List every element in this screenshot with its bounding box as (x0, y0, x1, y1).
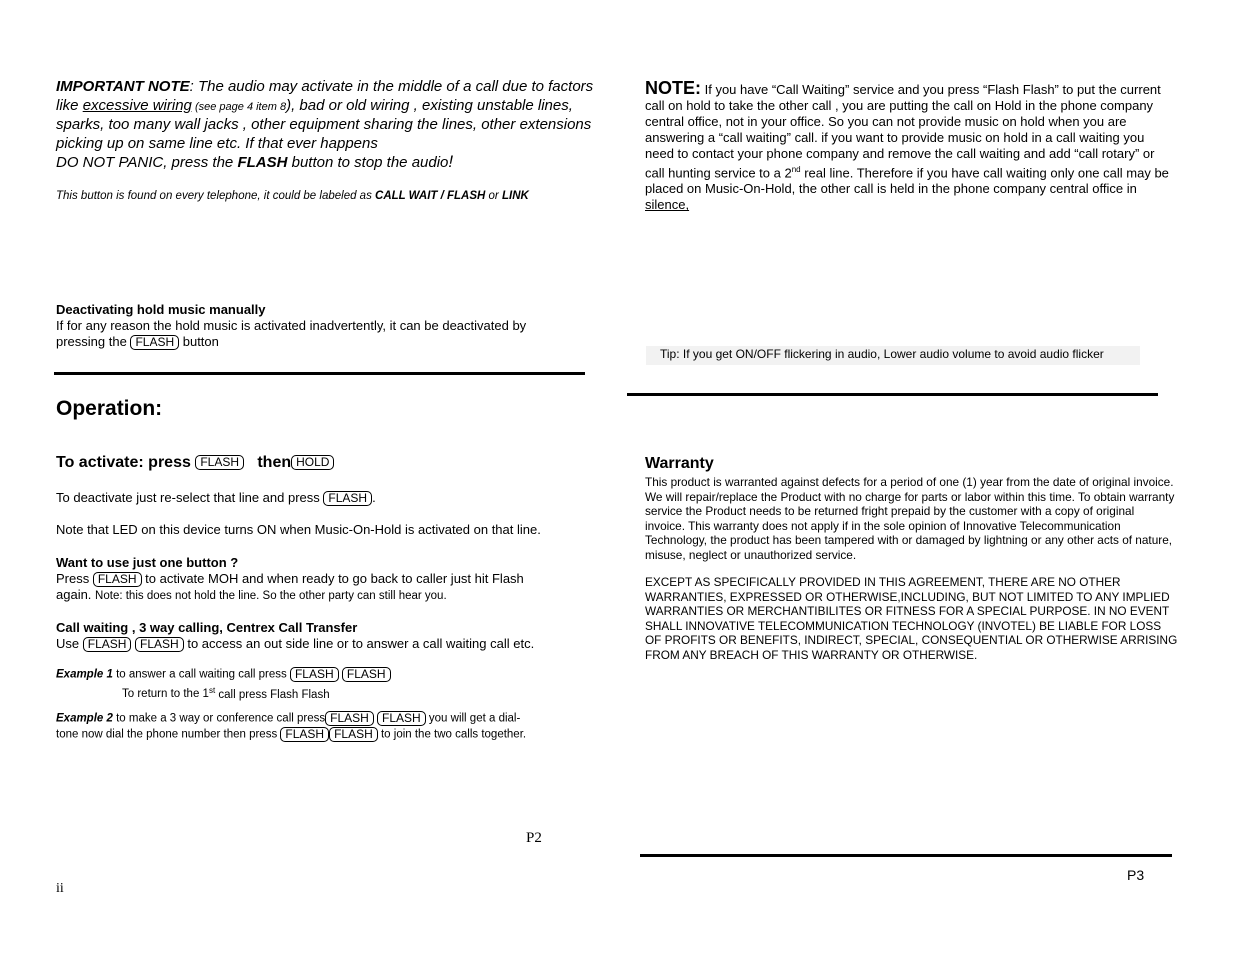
example-2-text-2: you will get a dial- (425, 712, 521, 725)
flash-key: FLASH (323, 491, 372, 506)
exclamation: ! (448, 152, 454, 171)
call-waiting-note (645, 80, 1175, 213)
section-divider (627, 393, 1158, 396)
one-button-text: Press (56, 571, 93, 586)
example-2-text-3: tone now dial the phone number then press (56, 728, 281, 741)
one-button-text-3: again. (56, 587, 96, 603)
tip-box: Tip: If you get ON/OFF flickering in audio, Lower audio volume to avoid audio flicker (646, 346, 1140, 365)
button-note-text: This button is found on every telephone, it could be labeled as (56, 190, 376, 202)
call-wait-flash-label: CALL WAIT / FLASH (375, 190, 486, 202)
one-button-text-2: to activate MOH and when ready to go back to caller just hit Flash (141, 571, 524, 586)
one-button-note: Note: this does not hold the line. So the other party can still hear you. (95, 590, 447, 603)
page-number-right: P3 (1127, 867, 1145, 883)
button-label-note (56, 190, 529, 202)
example-1 (56, 667, 596, 702)
page-number-roman: ii (56, 881, 64, 896)
deactivating-heading: Deactivating hold music manually (56, 302, 266, 317)
example-1-text: to answer a call waiting call press (112, 668, 290, 681)
important-note-label: IMPORTANT NOTE (56, 78, 190, 95)
excessive-wiring-link: excessive wiring (82, 96, 192, 114)
activate-line (56, 454, 334, 472)
note-text: If you have “Call Waiting” service and you press “Flash Flash” to put the current call on hold to take the other call , you are putting the call on Hold in the phone company central office, not in your office. So you can not provide music on hold when you are answering a “call waiting” call. if you want to provide music on hold in a call waiting you need to contact your phone company and remove the call waiting and add “call rotary” or call hunting service to a 2 (645, 82, 1161, 181)
example-1-text-2: To return to the 1 (122, 688, 209, 701)
note-text-2: real line. Therefore if you have call waiting only one call may be placed on Music-On-Hold, the other call is held in the phone company central office in (645, 165, 1169, 197)
one-button-heading: Want to use just one button ? (56, 555, 239, 570)
section-divider (54, 372, 585, 375)
then-label: then (257, 454, 292, 471)
call-waiting-section (56, 620, 596, 652)
important-note-text: : The audio may activate in the middle of a call due to factors like (56, 78, 594, 114)
flash-key: FLASH (135, 637, 184, 652)
page-reference: (see page 4 item 8 (191, 100, 287, 113)
example-1-sup: st (208, 685, 216, 695)
silence-word: silence, (645, 197, 690, 213)
example-1-text-3: call press Flash Flash (215, 688, 330, 701)
operation-title: Operation: (56, 397, 163, 420)
call-waiting-text-2: to access an out side line or to answer a call waiting call etc. (183, 636, 535, 651)
warranty-disclaimer: EXCEPT AS SPECIFICALLY PROVIDED IN THIS AGREEMENT, THERE ARE NO OTHER WARRANTIES, EXPRESSED OR OTHERWISE,INCLUDING, BUT NOT LIMITED TO ANY IMPLIED WARRANTIES OR MERCHANTIBILITES OR FITNESS FOR A SPECIAL PURPOSE. IN NO EVENT SHALL INNOVATIVE TELECOMMUNICATION TECHNOLOGY (INVOTEL) BE LIABLE FOR LOSS OF PROFITS OR BENEFITS, INDIRECT, SPECIAL, CONSEQUENTIAL OR OTHERWISE ARRISING FROM ANY BREACH OF THIS WARRANTY OR OTHERWISE. (645, 575, 1178, 662)
deactivating-text-2: button (179, 334, 219, 349)
flash-key: FLASH (195, 455, 244, 470)
flash-key: FLASH (342, 667, 391, 682)
note-sup: nd (791, 165, 801, 174)
deactivate-line (56, 490, 376, 506)
example-2-text-4: to join the two calls together. (377, 728, 527, 741)
button-note-or: or (485, 190, 502, 202)
example-2 (56, 711, 596, 742)
important-note-text-4: button to stop the audio (287, 154, 449, 171)
important-note-text-3: DO NOT PANIC, press the (56, 154, 238, 171)
flash-word: FLASH (237, 154, 288, 171)
led-note: Note that LED on this device turns ON when Music-On-Hold is activated on that line. (56, 522, 541, 537)
example-1-label: Example 1 (56, 668, 113, 681)
footer-divider (640, 854, 1172, 857)
hold-key: HOLD (291, 455, 334, 470)
call-waiting-text: Use (56, 636, 83, 651)
flash-key: FLASH (130, 335, 179, 350)
deactivate-period: . (372, 490, 376, 505)
note-label: NOTE: (645, 78, 701, 98)
flash-key: FLASH (83, 637, 132, 652)
link-label: LINK (501, 190, 529, 202)
flash-key: FLASH (290, 667, 339, 682)
example-2-text: to make a 3 way or conference call press (112, 712, 326, 725)
warranty-title: Warranty (645, 455, 714, 472)
deactivate-text: To deactivate just re-select that line and press (56, 490, 324, 505)
call-waiting-heading: Call waiting , 3 way calling, Centrex Call Transfer (56, 620, 358, 635)
flash-key: FLASH (377, 711, 426, 726)
important-note (56, 78, 596, 173)
important-note-text-2: ), bad or old wiring , existing unstable lines, sparks, too many wall jacks , other equipment sharing the lines, other extensions picking up on same line etc. If that ever happens (56, 96, 592, 152)
warranty-paragraph: This product is warranted against defects for a period of one (1) year from the date of original invoice. We will repair/replace the Product with no charge for parts or labor within this time. To obtain warranty service the Product needs to be returned fright prepaid by the customer with a copy of original invoice. This warranty does not apply if in the sole opinion of Innovative Telecommunication Technology, the product has been tampered with or damaged by lightning or any other acts of nature, misuse, neglect or unauthorized service. (645, 475, 1175, 562)
example-2-label: Example 2 (56, 712, 113, 725)
flash-key: FLASH (325, 711, 374, 726)
activate-label: To activate: press (56, 454, 196, 471)
one-button-section (56, 555, 596, 604)
flash-key: FLASH (280, 727, 329, 742)
deactivating-section (56, 302, 576, 350)
deactivating-text: If for any reason the hold music is activated inadvertently, it can be deactivated by pressing the (56, 318, 527, 349)
page-number-left: P2 (526, 830, 542, 846)
flash-key: FLASH (329, 727, 378, 742)
flash-key: FLASH (93, 572, 142, 587)
